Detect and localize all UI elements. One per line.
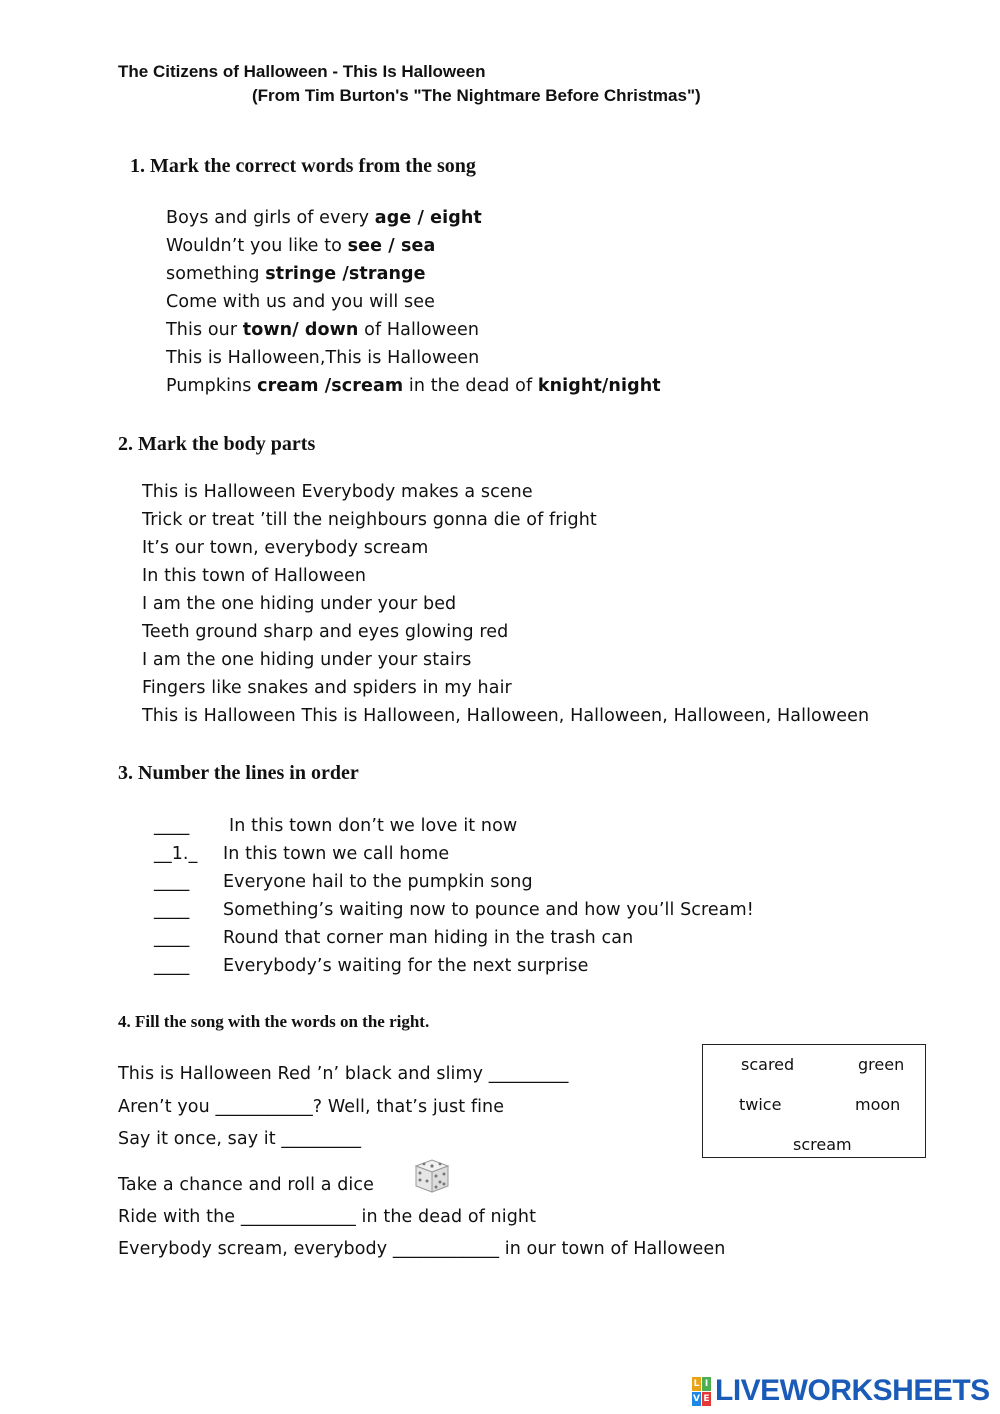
fill-line: Take a chance and roll a dice xyxy=(118,1175,374,1195)
fill-line: Ride with the _____________ in the dead of night xyxy=(118,1207,537,1227)
order-line-text: In this town we call home xyxy=(223,844,450,864)
lyric-line xyxy=(166,208,482,228)
brand-mark-icon xyxy=(692,1377,711,1406)
brand-mark-letter: V xyxy=(693,1393,700,1404)
dice-icon xyxy=(410,1156,454,1196)
section-2-heading: 2. Mark the body parts xyxy=(118,433,316,455)
fill-line: This is Halloween Red ’n’ black and slimy _________ xyxy=(118,1064,569,1084)
lyric-line: It’s our town, everybody scream xyxy=(142,538,429,558)
lyric-text: Pumpkins xyxy=(166,376,258,396)
lyric-line xyxy=(166,292,435,312)
brand-mark-letter: E xyxy=(703,1393,710,1404)
word-bank-item: green xyxy=(858,1055,905,1074)
word-bank-item: moon xyxy=(855,1095,901,1114)
word-choice: age / eight xyxy=(374,208,482,228)
order-line-text: Something’s waiting now to pounce and how you’ll Scream! xyxy=(223,900,754,920)
lyric-line: Teeth ground sharp and eyes glowing red xyxy=(142,622,509,642)
order-blank: __1._ xyxy=(154,844,198,864)
lyric-text: Wouldn’t you like to xyxy=(166,236,348,256)
lyric-line: This is Halloween Everybody makes a scene xyxy=(142,482,533,502)
brand-mark-letter: I xyxy=(702,1377,711,1391)
fill-line: Aren’t you ___________? Well, that’s just fine xyxy=(118,1097,505,1117)
lyric-line: Trick or treat ’till the neighbours gonna die of fright xyxy=(142,510,597,530)
lyric-line: Fingers like snakes and spiders in my hair xyxy=(142,678,512,698)
word-bank-item: scream xyxy=(793,1135,852,1154)
brand-name: LIVEWORKSHEETS xyxy=(715,1374,990,1407)
lyric-text: Boys and girls of every xyxy=(166,208,375,228)
lyric-text: This is Halloween,This is Halloween xyxy=(166,348,480,368)
lyric-line: I am the one hiding under your stairs xyxy=(142,650,472,670)
brand-mark-letter: L xyxy=(693,1378,700,1389)
liveworksheets-logo xyxy=(692,1374,990,1408)
lyric-line xyxy=(166,376,661,396)
word-choice: see / sea xyxy=(347,236,436,256)
page-title: The Citizens of Halloween - This Is Halloween xyxy=(118,62,486,81)
lyric-text: This our xyxy=(166,320,243,340)
word-choice: cream /scream xyxy=(257,376,404,396)
lyric-line xyxy=(166,236,435,256)
lyric-line: This is Halloween This is Halloween, Halloween, Halloween, Halloween, Halloween xyxy=(142,706,870,726)
lyric-text: something xyxy=(166,264,266,284)
order-blank: ____ xyxy=(154,928,190,948)
order-line-text: Everyone hail to the pumpkin song xyxy=(223,872,533,892)
fill-line: Everybody scream, everybody ____________ in our town of Halloween xyxy=(118,1239,726,1259)
lyric-text: of Halloween xyxy=(358,320,480,340)
section-4-heading: 4. Fill the song with the words on the right. xyxy=(118,1012,430,1031)
order-blank: ____ xyxy=(154,872,190,892)
order-blank: ____ xyxy=(154,816,190,836)
lyric-line: I am the one hiding under your bed xyxy=(142,594,457,614)
word-choice: town/ down xyxy=(242,320,359,340)
word-choice: stringe /strange xyxy=(265,264,426,284)
section-1-heading: 1. Mark the correct words from the song xyxy=(130,155,476,177)
order-line-text: Everybody’s waiting for the next surprise xyxy=(223,956,589,976)
word-choice: knight/night xyxy=(537,376,661,396)
order-line-text: In this town don’t we love it now xyxy=(229,816,518,836)
word-bank-item: twice xyxy=(739,1095,782,1114)
fill-line: Say it once, say it _________ xyxy=(118,1129,362,1149)
lyric-line: In this town of Halloween xyxy=(142,566,367,586)
lyric-text: in the dead of xyxy=(403,376,538,396)
order-blank: ____ xyxy=(154,900,190,920)
order-line-text: Round that corner man hiding in the trash can xyxy=(223,928,634,948)
page-subtitle: (From Tim Burton's "The Nightmare Before Christmas") xyxy=(252,86,701,105)
word-bank-item: scared xyxy=(741,1055,795,1074)
lyric-line xyxy=(166,320,479,340)
lyric-line xyxy=(166,348,479,368)
section-3-heading: 3. Number the lines in order xyxy=(118,762,359,784)
lyric-text: Come with us and you will see xyxy=(166,292,435,312)
word-bank xyxy=(702,1044,926,1158)
lyric-line xyxy=(166,264,426,284)
order-blank: ____ xyxy=(154,956,190,976)
